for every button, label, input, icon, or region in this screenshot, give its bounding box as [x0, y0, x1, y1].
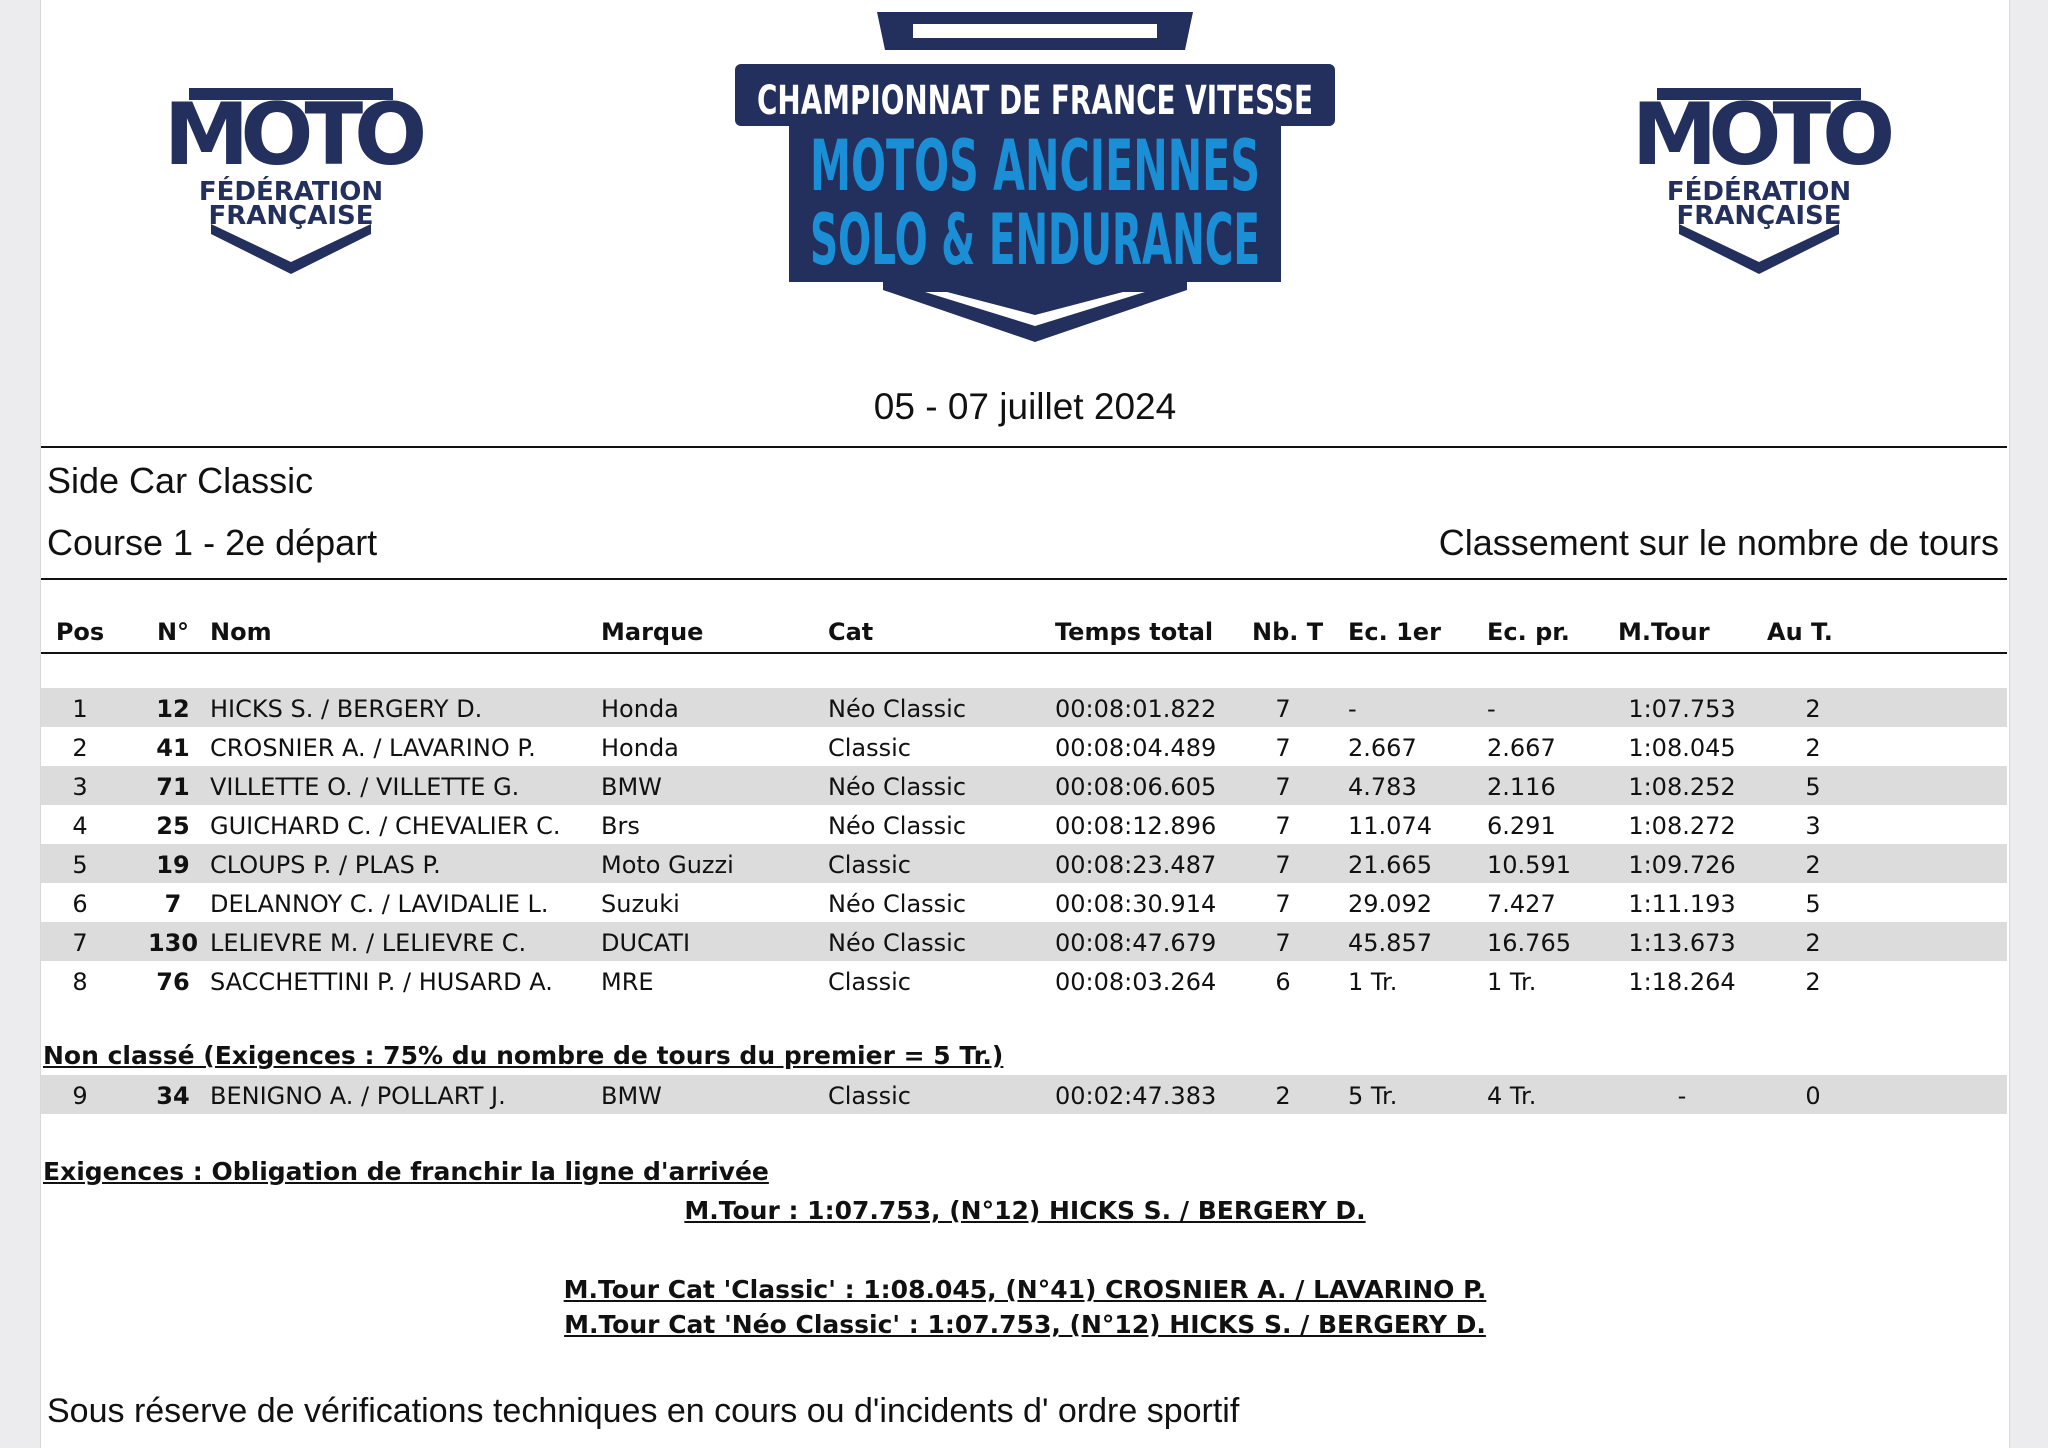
cell-pos: 4	[72, 812, 88, 840]
cell-ec1: 45.857	[1348, 929, 1432, 957]
cell-mtour: 1:08.272	[1628, 812, 1736, 840]
ffm-logo-left	[161, 84, 421, 274]
cell-aut: 2	[1805, 851, 1821, 879]
cell-temps: 00:08:04.489	[1055, 734, 1217, 762]
table-row	[41, 922, 2007, 961]
cell-num: 41	[156, 734, 190, 762]
cell-num: 130	[147, 929, 199, 957]
table-row	[41, 688, 2007, 727]
cell-nbt: 7	[1275, 734, 1291, 762]
table-row	[41, 883, 2007, 922]
col-nbt: Nb. T	[1252, 618, 1324, 646]
cell-temps: 00:08:03.264	[1055, 968, 1217, 996]
table-row	[41, 805, 2007, 844]
col-ecp: Ec. pr.	[1487, 618, 1570, 646]
best-lap-text: M.Tour : 1:07.753, (N°12) HICKS S. / BERGERY D.	[684, 1196, 1366, 1225]
cell-cat: Classic	[828, 734, 912, 762]
cell-num: 25	[156, 812, 190, 840]
championship-logo	[735, 10, 1335, 346]
cell-nbt: 2	[1275, 1082, 1291, 1110]
cell-temps: 00:08:47.679	[1055, 929, 1217, 957]
cell-marque: Honda	[601, 695, 679, 723]
best-lap-classic-line	[41, 1275, 2009, 1304]
cell-ecp: 2.667	[1487, 734, 1556, 762]
cell-mtour: 1:13.673	[1628, 929, 1736, 957]
cell-ecp: -	[1487, 695, 1496, 723]
table-row	[41, 1075, 2007, 1114]
cell-num: 12	[156, 695, 190, 723]
cell-nom: LELIEVRE M. / LELIEVRE C.	[210, 929, 527, 957]
table-header-divider	[41, 652, 2007, 654]
cell-pos: 5	[72, 851, 88, 879]
cell-temps: 00:08:12.896	[1055, 812, 1217, 840]
cell-nom: BENIGNO A. / POLLART J.	[210, 1082, 506, 1110]
cell-nbt: 7	[1275, 773, 1291, 801]
cell-ecp: 7.427	[1487, 890, 1556, 918]
cell-mtour: -	[1677, 1082, 1687, 1110]
cell-cat: Néo Classic	[828, 812, 967, 840]
cell-aut: 3	[1805, 812, 1821, 840]
cell-num: 7	[164, 890, 182, 918]
logo-center-line1: CHAMPIONNAT DE FRANCE VITESSE	[757, 78, 1313, 124]
logo-right-line2: FRANÇAISE	[1676, 201, 1842, 231]
cell-aut: 0	[1805, 1082, 1821, 1110]
cell-marque: BMW	[601, 773, 662, 801]
cell-pos: 3	[72, 773, 88, 801]
cell-temps: 00:08:23.487	[1055, 851, 1217, 879]
col-aut: Au T.	[1767, 618, 1833, 646]
cell-mtour: 1:08.045	[1628, 734, 1736, 762]
logo-left-line2: FRANÇAISE	[208, 201, 374, 231]
table-row	[41, 766, 2007, 805]
footer-disclaimer: Sous réserve de vérifications techniques en cours ou d'incidents d' ordre sportif	[47, 1392, 1240, 1430]
col-mtour: M.Tour	[1618, 618, 1710, 646]
cell-temps: 00:02:47.383	[1055, 1082, 1217, 1110]
requirements-note: Exigences : Obligation de franchir la ligne d'arrivée	[43, 1157, 769, 1186]
cell-ec1: 2.667	[1348, 734, 1417, 762]
cell-marque: Brs	[601, 812, 640, 840]
cell-nbt: 7	[1275, 851, 1291, 879]
cell-aut: 2	[1805, 968, 1821, 996]
cell-cat: Néo Classic	[828, 773, 967, 801]
col-ec1: Ec. 1er	[1348, 618, 1441, 646]
logo-left-word: MOTO	[163, 85, 419, 185]
ffm-logo-right	[1629, 84, 1889, 274]
cell-nbt: 7	[1275, 929, 1291, 957]
cell-mtour: 1:09.726	[1628, 851, 1736, 879]
cell-marque: Honda	[601, 734, 679, 762]
cell-ec1: 1 Tr.	[1348, 968, 1398, 996]
logo-left-line1: FÉDÉRATION	[198, 177, 384, 207]
cell-ecp: 1 Tr.	[1487, 968, 1537, 996]
cell-nbt: 7	[1275, 812, 1291, 840]
cell-marque: BMW	[601, 1082, 662, 1110]
best-lap-neo-text: M.Tour Cat 'Néo Classic' : 1:07.753, (N°12) HICKS S. / BERGERY D.	[564, 1310, 1486, 1339]
col-num: N°	[156, 618, 190, 646]
cell-mtour: 1:11.193	[1628, 890, 1736, 918]
cell-temps: 00:08:30.914	[1055, 890, 1217, 918]
cell-cat: Néo Classic	[828, 890, 967, 918]
cell-nom: GUICHARD C. / CHEVALIER C.	[210, 812, 561, 840]
cell-cat: Néo Classic	[828, 695, 967, 723]
cell-nom: DELANNOY C. / LAVIDALIE L.	[210, 890, 549, 918]
event-date: 05 - 07 juillet 2024	[873, 386, 1177, 427]
col-temps: Temps total	[1055, 618, 1214, 646]
cell-marque: MRE	[601, 968, 654, 996]
category-title: Side Car Classic	[47, 460, 314, 501]
cell-ec1: 5 Tr.	[1348, 1082, 1398, 1110]
cell-mtour: 1:07.753	[1628, 695, 1736, 723]
cell-temps: 00:08:06.605	[1055, 773, 1217, 801]
cell-ecp: 16.765	[1487, 929, 1571, 957]
best-lap-classic-text: M.Tour Cat 'Classic' : 1:08.045, (N°41) CROSNIER A. / LAVARINO P.	[563, 1275, 1487, 1304]
cell-pos: 7	[72, 929, 88, 957]
cell-pos: 2	[72, 734, 88, 762]
cell-nom: SACCHETTINI P. / HUSARD A.	[210, 968, 553, 996]
results-page	[40, 0, 2010, 1448]
cell-pos: 1	[72, 695, 88, 723]
cell-ecp: 10.591	[1487, 851, 1571, 879]
cell-nom: HICKS S. / BERGERY D.	[210, 695, 483, 723]
cell-ecp: 6.291	[1487, 812, 1556, 840]
cell-aut: 2	[1805, 929, 1821, 957]
cell-pos: 9	[72, 1082, 88, 1110]
logo-right-line1: FÉDÉRATION	[1666, 177, 1852, 207]
cell-num: 76	[156, 968, 190, 996]
table-row	[41, 844, 2007, 883]
header-divider	[41, 446, 2007, 448]
logo-right-word: MOTO	[1631, 85, 1887, 185]
best-lap-line	[41, 1196, 2009, 1225]
cell-pos: 6	[72, 890, 88, 918]
cell-marque: Moto Guzzi	[601, 851, 734, 879]
col-pos: Pos	[55, 618, 105, 646]
cell-cat: Classic	[828, 968, 912, 996]
cell-nbt: 7	[1275, 890, 1291, 918]
cell-marque: DUCATI	[601, 929, 691, 957]
race-title: Course 1 - 2e départ	[47, 522, 378, 563]
cell-ec1: 4.783	[1348, 773, 1417, 801]
best-lap-neo-line	[41, 1310, 2009, 1339]
cell-marque: Suzuki	[601, 890, 680, 918]
cell-aut: 2	[1805, 695, 1821, 723]
non-classified-rows	[41, 1075, 2007, 1114]
cell-aut: 5	[1805, 890, 1821, 918]
cell-ec1: 29.092	[1348, 890, 1432, 918]
table-row	[41, 961, 2007, 1000]
cell-num: 34	[156, 1082, 190, 1110]
cell-ec1: -	[1348, 695, 1357, 723]
cell-ec1: 11.074	[1348, 812, 1432, 840]
results-table-header	[41, 618, 2007, 654]
cell-cat: Classic	[828, 851, 912, 879]
cell-num: 19	[156, 851, 190, 879]
logo-center-line3: SOLO & ENDURANCE	[810, 199, 1260, 281]
cell-cat: Classic	[828, 1082, 912, 1110]
cell-mtour: 1:18.264	[1628, 968, 1736, 996]
cell-temps: 00:08:01.822	[1055, 695, 1217, 723]
cell-pos: 8	[72, 968, 88, 996]
classified-rows	[41, 688, 2007, 1000]
col-nom: Nom	[210, 618, 272, 646]
cell-nom: CROSNIER A. / LAVARINO P.	[210, 734, 536, 762]
col-cat: Cat	[828, 618, 874, 646]
table-row	[41, 727, 2007, 766]
logo-center-line2: MOTOS ANCIENNES	[810, 125, 1260, 207]
cell-cat: Néo Classic	[828, 929, 967, 957]
title-divider	[41, 578, 2007, 580]
cell-ecp: 2.116	[1487, 773, 1556, 801]
cell-num: 71	[156, 773, 190, 801]
non-classified-heading: Non classé (Exigences : 75% du nombre de tours du premier = 5 Tr.)	[43, 1041, 1004, 1070]
ranking-mode: Classement sur le nombre de tours	[1438, 522, 1999, 563]
cell-nom: CLOUPS P. / PLAS P.	[210, 851, 441, 879]
cell-nbt: 7	[1275, 695, 1291, 723]
cell-aut: 5	[1805, 773, 1821, 801]
cell-nbt: 6	[1275, 968, 1291, 996]
cell-aut: 2	[1805, 734, 1821, 762]
cell-mtour: 1:08.252	[1628, 773, 1736, 801]
cell-ec1: 21.665	[1348, 851, 1432, 879]
col-marque: Marque	[601, 618, 704, 646]
cell-ecp: 4 Tr.	[1487, 1082, 1537, 1110]
cell-nom: VILLETTE O. / VILLETTE G.	[210, 773, 520, 801]
